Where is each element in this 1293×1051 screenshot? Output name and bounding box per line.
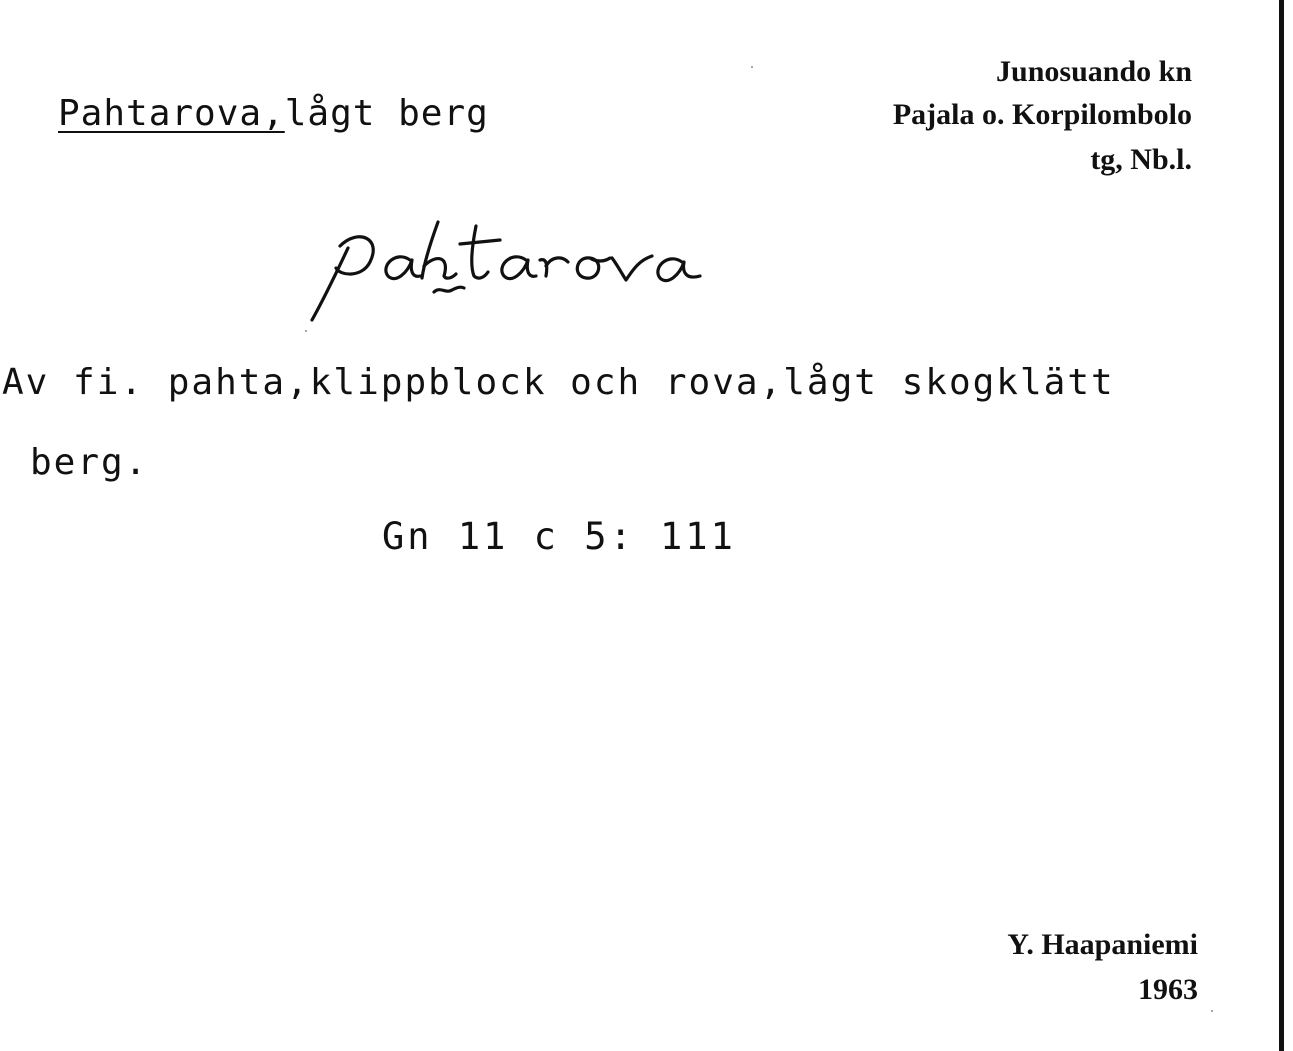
headword-gloss: lågt berg <box>284 93 489 134</box>
headword: Pahtarova, <box>58 93 285 134</box>
etymology-line-2: berg. <box>30 442 149 483</box>
location-parish: Junosuando kn <box>996 55 1192 88</box>
scan-speck <box>751 66 753 68</box>
scan-speck <box>305 330 307 332</box>
scan-speck <box>1211 1010 1213 1012</box>
card-edge-line <box>1279 0 1284 1051</box>
reference-code: Gn 11 c 5: 111 <box>382 515 736 558</box>
headword-line <box>58 93 489 134</box>
location-area: Pajala o. Korpilombolo <box>892 98 1192 131</box>
location-county: tg, Nb.l. <box>1090 143 1192 176</box>
etymology-line-1: Av fi. pahta,klippblock och rova,lågt skogklätt <box>2 362 1115 403</box>
record-year: 1963 <box>1138 973 1198 1006</box>
author-name: Y. Haapaniemi <box>1007 928 1198 961</box>
handwritten-pronunciation <box>300 210 810 330</box>
